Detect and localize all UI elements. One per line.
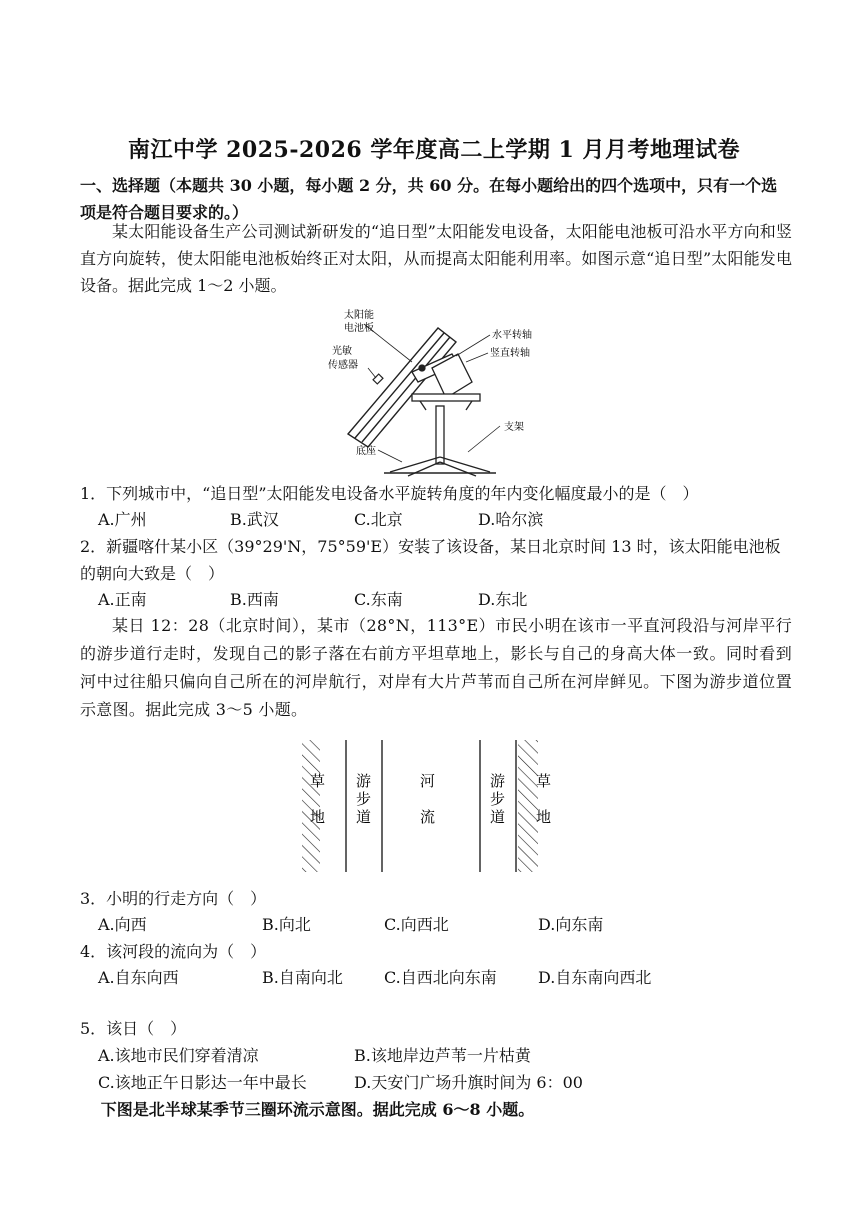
q5-option-a[interactable]: A.该地市民们穿着清凉 bbox=[98, 1046, 259, 1065]
question-2-stem: 2．新疆喀什某小区（39°29'N，75°59'E）安装了该设备，某日北京时间 13 时，该太阳能电池板的朝向大致是（ ） bbox=[80, 537, 781, 583]
question-4-stem: 4．该河段的流向为（ ） bbox=[80, 942, 267, 961]
label-vertical-axis: 竖直转轴 bbox=[490, 348, 530, 359]
q2-option-c[interactable]: C.东南 bbox=[354, 590, 403, 609]
label-stand: 支架 bbox=[504, 422, 524, 433]
grass-right-char2: 地 bbox=[536, 808, 552, 826]
grass-left-char1: 草 bbox=[310, 772, 326, 790]
grass-left-char2: 地 bbox=[310, 808, 326, 826]
intro-paragraph-1-2: 某太阳能设备生产公司测试新研发的“追日型”太阳能发电设备，太阳能电池板可沿水平方向和竖直方向旋转，使太阳能电池板始终正对太阳，从而提高太阳能利用率。如图示意“追日型”太阳能发电设备。据此完成 1～2 小题。 bbox=[80, 222, 792, 295]
q4-option-a[interactable]: A.自东向西 bbox=[98, 968, 179, 987]
grass-left-hatch bbox=[302, 740, 320, 872]
q1-option-d[interactable]: D.哈尔滨 bbox=[478, 510, 544, 529]
question-1-options bbox=[98, 506, 798, 533]
path-left-char1: 游 bbox=[356, 772, 372, 790]
label-sensor-line2: 传感器 bbox=[328, 360, 358, 371]
path-right-char1: 游 bbox=[490, 772, 506, 790]
question-2-options bbox=[98, 586, 798, 613]
grass-right-char1: 草 bbox=[536, 772, 552, 790]
q2-option-a[interactable]: A.正南 bbox=[98, 590, 147, 609]
label-panel-line2: 电池板 bbox=[344, 323, 374, 334]
question-5-options-row2 bbox=[98, 1069, 798, 1096]
question-1-stem: 1．下列城市中，“追日型”太阳能发电设备水平旋转角度的年内变化幅度最小的是（ ） bbox=[80, 484, 699, 503]
q3-option-d[interactable]: D.向东南 bbox=[538, 915, 604, 934]
label-panel-line1: 太阳能 bbox=[344, 310, 374, 321]
q2-option-b[interactable]: B.西南 bbox=[230, 590, 279, 609]
path-right-char3: 道 bbox=[490, 808, 506, 826]
q4-option-b[interactable]: B.自南向北 bbox=[262, 968, 343, 987]
q3-option-c[interactable]: C.向西北 bbox=[384, 915, 449, 934]
page-title: 南江中学 2025-2026 学年度高二上学期 1 月月考地理试卷 bbox=[127, 137, 741, 163]
q5-option-d[interactable]: D.天安门广场升旗时间为 6：00 bbox=[354, 1073, 583, 1092]
section-heading: 一、选择题（本题共 30 小题，每小题 2 分，共 60 分。在每小题给出的四个选项中，只有一个选项是符合题目要求的。） bbox=[80, 176, 778, 222]
solar-device-figure bbox=[320, 302, 560, 478]
q3-option-b[interactable]: B.向北 bbox=[262, 915, 311, 934]
question-3-stem: 3．小明的行走方向（ ） bbox=[80, 889, 267, 908]
q1-option-b[interactable]: B.武汉 bbox=[230, 510, 279, 529]
question-3-options bbox=[98, 911, 798, 938]
q2-option-d[interactable]: D.东北 bbox=[478, 590, 528, 609]
question-4-options bbox=[98, 964, 798, 991]
river-char1: 河 bbox=[420, 772, 436, 790]
q4-option-d[interactable]: D.自东南向西北 bbox=[538, 968, 652, 987]
question-5-stem: 5．该日（ ） bbox=[80, 1019, 187, 1038]
path-left-char2: 步 bbox=[356, 790, 372, 808]
question-5-options-row1 bbox=[98, 1042, 798, 1069]
label-horizontal-axis: 水平转轴 bbox=[492, 330, 532, 341]
stand bbox=[412, 394, 480, 464]
q5-option-c[interactable]: C.该地正午日影达一年中最长 bbox=[98, 1073, 307, 1092]
q4-option-c[interactable]: C.自西北向东南 bbox=[384, 968, 497, 987]
q3-option-a[interactable]: A.向西 bbox=[98, 915, 147, 934]
path-left-char3: 道 bbox=[356, 808, 372, 826]
label-base: 底座 bbox=[356, 446, 376, 457]
q5-option-b[interactable]: B.该地岸边芦苇一片枯黄 bbox=[354, 1046, 531, 1065]
river-char2: 流 bbox=[420, 808, 436, 826]
q1-option-c[interactable]: C.北京 bbox=[354, 510, 403, 529]
path-right-char2: 步 bbox=[490, 790, 506, 808]
intro-paragraph-3-5: 某日 12：28（北京时间），某市（28°N，113°E）市民小明在该市一平直河段沿与河岸平行的游步道行走时，发现自己的影子落在右前方平坦草地上，影长与自己的身高大体一致。同时看到河中过往船只偏向自己所在的河岸航行，对岸有大片芦苇而自己所在河岸鲜见。下图为游步道位置示意图。据此完成 3～5 小题。 bbox=[80, 616, 792, 719]
q1-option-a[interactable]: A.广州 bbox=[98, 510, 147, 529]
label-sensor-line1: 光敏 bbox=[332, 346, 352, 357]
promenade-figure bbox=[296, 738, 576, 874]
grass-right-hatch bbox=[518, 740, 538, 872]
intro-paragraph-6-8: 下图是北半球某季节三圈环流示意图。据此完成 6～8 小题。 bbox=[100, 1100, 535, 1119]
